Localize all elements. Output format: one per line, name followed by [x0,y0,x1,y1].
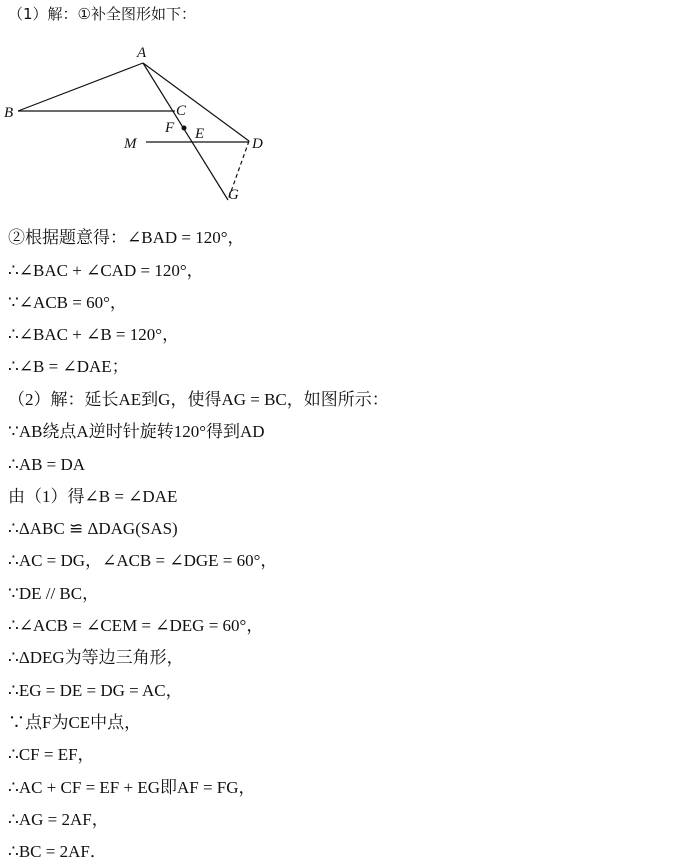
label-m: M [124,136,137,152]
step-18: ∴AG = 2AF， [8,810,109,829]
step-10: ∴AC = DG，∠ACB = ∠DGE = 60°， [8,551,278,570]
step-12: ∴∠ACB = ∠CEM = ∠DEG = 60°， [8,616,264,635]
step-1: ②根据题意得：∠BAD = 120°， [8,228,245,247]
point-f-dot [182,126,187,131]
step-16: ∴CF = EF， [8,745,95,764]
step-6: ∵AB绕点A逆时针旋转120°得到AD [8,422,265,441]
segment-ag [143,63,228,200]
label-g: G [228,187,239,203]
step-8: 由（1）得∠B = ∠DAE [8,487,178,506]
step-7: ∴AB = DA [8,455,86,474]
label-b: B [4,105,14,121]
step-9: ∴ΔABC ≌ ΔDAG(SAS) [8,519,178,538]
step-11: ∵DE // BC， [8,584,100,603]
label-f: F [165,120,175,136]
step-14: ∴EG = DE = DG = AC， [8,681,183,700]
step-17: ∴AC + CF = EF + EG即AF = FG， [8,778,256,797]
step-19: ∴BC = 2AF． [8,842,107,861]
label-a: A [137,45,147,61]
step-5: ∴∠B = ∠DAE； [8,357,129,376]
step-4: ∴∠BAC + ∠B = 120°， [8,325,180,344]
label-e: E [195,126,205,142]
step-2: ∴∠BAC + ∠CAD = 120°， [8,261,204,280]
segment-ab [18,63,143,111]
geometry-figure [0,28,300,213]
label-c: C [176,103,187,119]
part2-heading: （2）解：延长AE到G，使得AG = BC，如图所示： [8,390,389,409]
step-15: ∵点F为CE中点， [8,713,142,732]
part1-heading: （1）解：①补全图形如下： [8,5,196,23]
step-13: ∴ΔDEG为等边三角形， [8,648,184,667]
label-d: D [252,136,263,152]
step-3: ∵∠ACB = 60°， [8,293,127,312]
